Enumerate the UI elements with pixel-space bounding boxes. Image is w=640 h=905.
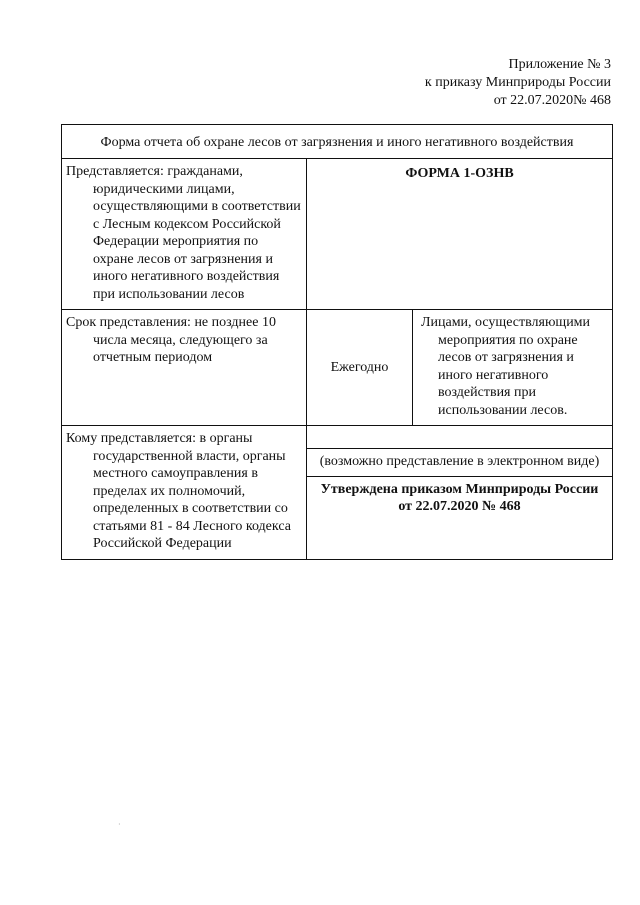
recipient-cell: Кому представляется: в органы государственной власти, органы местного самоуправления в пределах их полномочий, определенных в соответствии со статьями 81 - 84 Лесного кодекса Российской Федерации — [62, 426, 307, 559]
appendix-number: Приложение № 3 — [508, 57, 611, 72]
report-form-table — [61, 124, 613, 560]
recipient-row — [62, 425, 612, 559]
recipient-right-group — [307, 426, 612, 559]
order-reference: к приказу Минприроды России — [424, 75, 611, 90]
frequency-text: Ежегодно — [330, 359, 389, 375]
presented-by-row — [62, 158, 612, 309]
submitters-cell: Лицами, осуществляющими мероприятия по охране лесов от загрязнения и иного негативного воздействия при использовании лесов. — [421, 315, 591, 418]
frequency-cell — [307, 310, 413, 425]
presented-by-cell: Представляется: гражданами, юридическими лицами, осуществляющими в соответствии с Лесным кодексом Российской Федерации мероприятия по охране лесов от загрязнения и иного негативного воздействия при использовании лесов — [62, 159, 307, 309]
form-title: Форма отчета об охране лесов от загрязнения и иного негативного воздействия — [100, 135, 574, 150]
deadline-cell: Срок представления: не позднее 10 числа месяца, следующего за отчетным периодом — [62, 310, 307, 425]
form-code-cell: ФОРМА 1-ОЗНВ — [405, 166, 514, 181]
deadline-right-group — [307, 310, 612, 425]
electronic-note-cell: (возможно представление в электронном виде) — [307, 448, 612, 476]
empty-cell — [307, 426, 612, 448]
document-header — [425, 56, 611, 110]
approval-cell: Утверждена приказом Минприроды России от 22.07.2020 № 468 — [307, 476, 612, 521]
scan-artifact-mark: · — [118, 820, 121, 829]
form-title-row — [62, 125, 612, 158]
deadline-row — [62, 309, 612, 425]
order-date: от 22.07.2020№ 468 — [493, 93, 611, 108]
